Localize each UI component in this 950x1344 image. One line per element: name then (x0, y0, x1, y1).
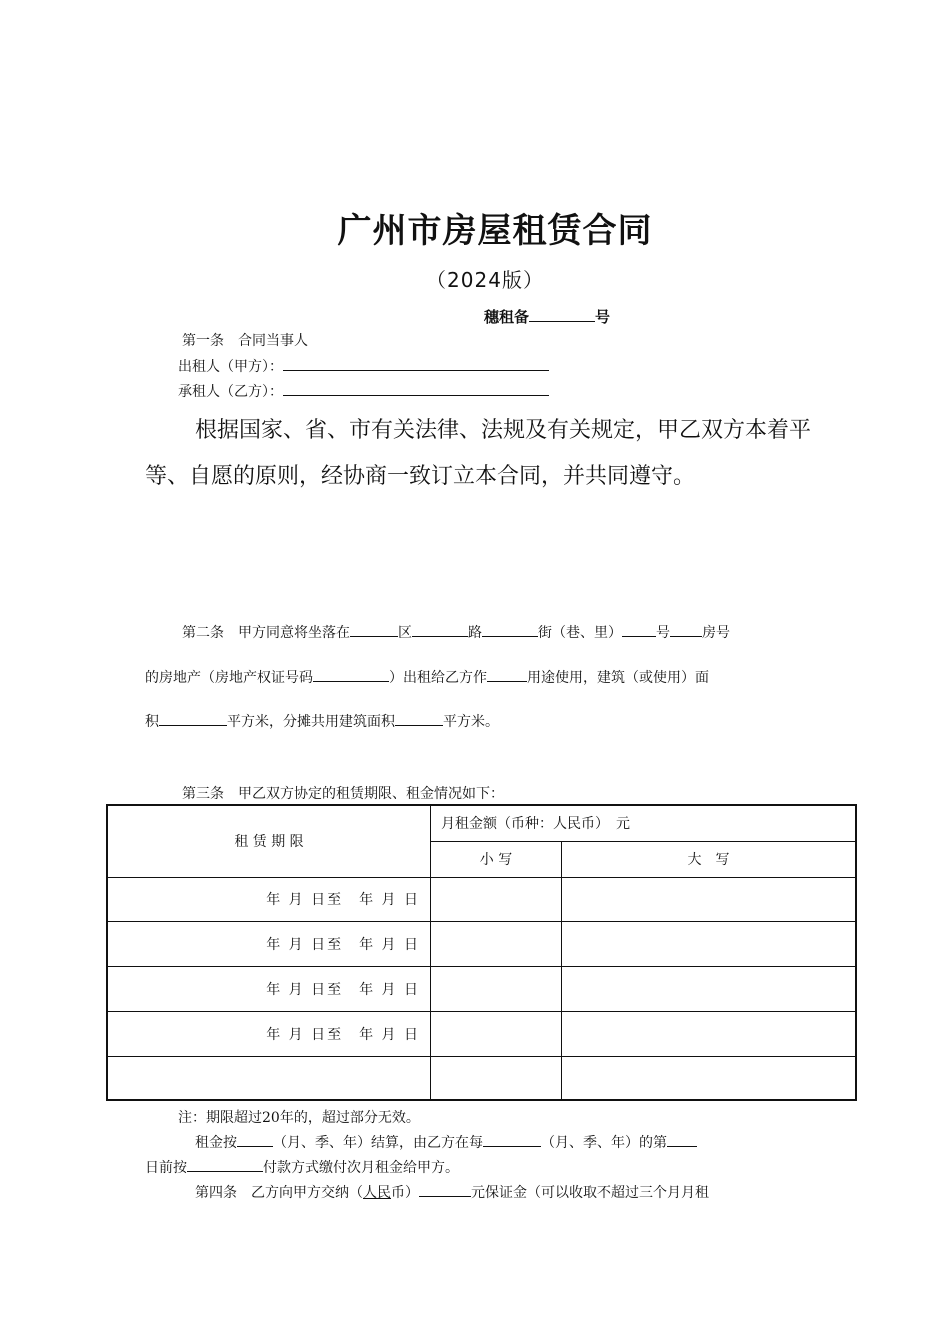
table-row (107, 1056, 856, 1100)
small-amount-cell[interactable] (431, 966, 562, 1011)
amount-header: 月租金额（币种：人民币） 元 (431, 805, 857, 841)
rent-text-1a: 租金按 (195, 1135, 237, 1151)
lessor-blank[interactable] (283, 356, 549, 371)
big-amount-cell[interactable] (562, 1056, 857, 1100)
preamble-paragraph (145, 408, 815, 500)
reg-prefix: 穗租备 (484, 308, 530, 326)
period-cell[interactable] (107, 1056, 431, 1100)
payment-day-blank[interactable] (667, 1132, 697, 1147)
article-2-line-2 (145, 667, 709, 687)
article-3-heading: 第三条 甲乙双方协定的租赁期限、租金情况如下： (182, 786, 504, 802)
table-note: 注：期限超过20年的，超过部分无效。 (178, 1110, 420, 1126)
table-row (107, 1011, 856, 1056)
payment-period-blank[interactable] (483, 1132, 541, 1147)
settlement-period-blank[interactable] (237, 1132, 273, 1147)
preamble-text: 根据国家、省、市有关法律、法规及有关规定，甲乙双方本着平等、自愿的原则，经协商一致订立本合同，并共同遵守。 (145, 418, 812, 489)
art2-street-label: 街（巷、里） (538, 625, 622, 641)
art4-text-c: 元保证金（可以收取不超过三个月月租 (471, 1185, 709, 1201)
period-cell[interactable]: 年 月 日至 年 月 日 (107, 877, 431, 921)
art4-text-a: 第四条 乙方向甲方交纳（ (195, 1185, 363, 1201)
reg-suffix: 号 (595, 308, 611, 326)
usage-blank[interactable] (487, 667, 527, 682)
small-amount-cell[interactable] (431, 1011, 562, 1056)
area-blank[interactable] (159, 711, 227, 726)
lessee-blank[interactable] (283, 381, 549, 396)
document-subtitle: （2024版） (426, 268, 544, 292)
rent-text-1c: （月、季、年）的第 (541, 1135, 667, 1151)
big-amount-header: 大 写 (562, 841, 857, 877)
rent-text-1b: （月、季、年）结算，由乙方在每 (273, 1135, 483, 1151)
rent-table (106, 804, 857, 1101)
art2-text-1: 第二条 甲方同意将坐落在 (182, 625, 350, 641)
lessor-line (178, 356, 549, 376)
period-header: 租 赁 期 限 (107, 805, 431, 877)
lessee-line (178, 381, 549, 401)
district-blank[interactable] (350, 622, 398, 637)
street-blank[interactable] (482, 622, 538, 637)
table-row (107, 877, 856, 921)
rent-text-2a: 日前按 (145, 1160, 187, 1176)
rent-payment-line-1 (195, 1132, 697, 1152)
small-amount-cell[interactable] (431, 1056, 562, 1100)
lessee-label: 承租人（乙方）： (178, 384, 283, 400)
small-amount-header: 小 写 (431, 841, 562, 877)
period-cell[interactable]: 年 月 日至 年 月 日 (107, 921, 431, 966)
payment-method-blank[interactable] (187, 1157, 263, 1172)
rent-payment-line-2 (145, 1157, 459, 1177)
deposit-amount-blank[interactable] (419, 1182, 471, 1197)
big-amount-cell[interactable] (562, 1011, 857, 1056)
reg-number-blank[interactable] (529, 307, 595, 322)
period-cell[interactable]: 年 月 日至 年 月 日 (107, 966, 431, 1011)
article-1-heading: 第一条 合同当事人 (182, 333, 308, 349)
art2-room-label: 房号 (702, 625, 730, 641)
art2-number-label: 号 (656, 625, 670, 641)
road-blank[interactable] (412, 622, 468, 637)
number-blank[interactable] (622, 622, 656, 637)
small-amount-cell[interactable] (431, 921, 562, 966)
art2-district-label: 区 (398, 625, 412, 641)
art2-text-3c: 平方米。 (443, 714, 499, 730)
article-2-line-1 (182, 622, 730, 642)
art2-text-3a: 积 (145, 714, 159, 730)
certificate-number-blank[interactable] (313, 667, 389, 682)
art2-text-2a: 的房地产（房地产权证号码 (145, 670, 313, 686)
article-2-line-3 (145, 711, 499, 731)
document-title: 广州市房屋租赁合同 (337, 211, 653, 251)
deposit-currency[interactable]: 人民 (363, 1185, 391, 1201)
art2-text-2b: ）出租给乙方作 (389, 670, 487, 686)
shared-area-blank[interactable] (395, 711, 443, 726)
article-4-line (195, 1182, 709, 1202)
rent-text-2b: 付款方式缴付次月租金给甲方。 (263, 1160, 459, 1176)
big-amount-cell[interactable] (562, 877, 857, 921)
small-amount-cell[interactable] (431, 877, 562, 921)
big-amount-cell[interactable] (562, 921, 857, 966)
big-amount-cell[interactable] (562, 966, 857, 1011)
art2-text-3b: 平方米，分摊共用建筑面积 (227, 714, 395, 730)
registration-number (484, 306, 610, 327)
lessor-label: 出租人（甲方）： (178, 359, 283, 375)
table-row (107, 921, 856, 966)
period-cell[interactable]: 年 月 日至 年 月 日 (107, 1011, 431, 1056)
art2-text-2c: 用途使用，建筑（或使用）面 (527, 670, 709, 686)
art2-road-label: 路 (468, 625, 482, 641)
table-row (107, 966, 856, 1011)
art4-text-b: 币） (391, 1185, 419, 1201)
room-blank[interactable] (670, 622, 702, 637)
